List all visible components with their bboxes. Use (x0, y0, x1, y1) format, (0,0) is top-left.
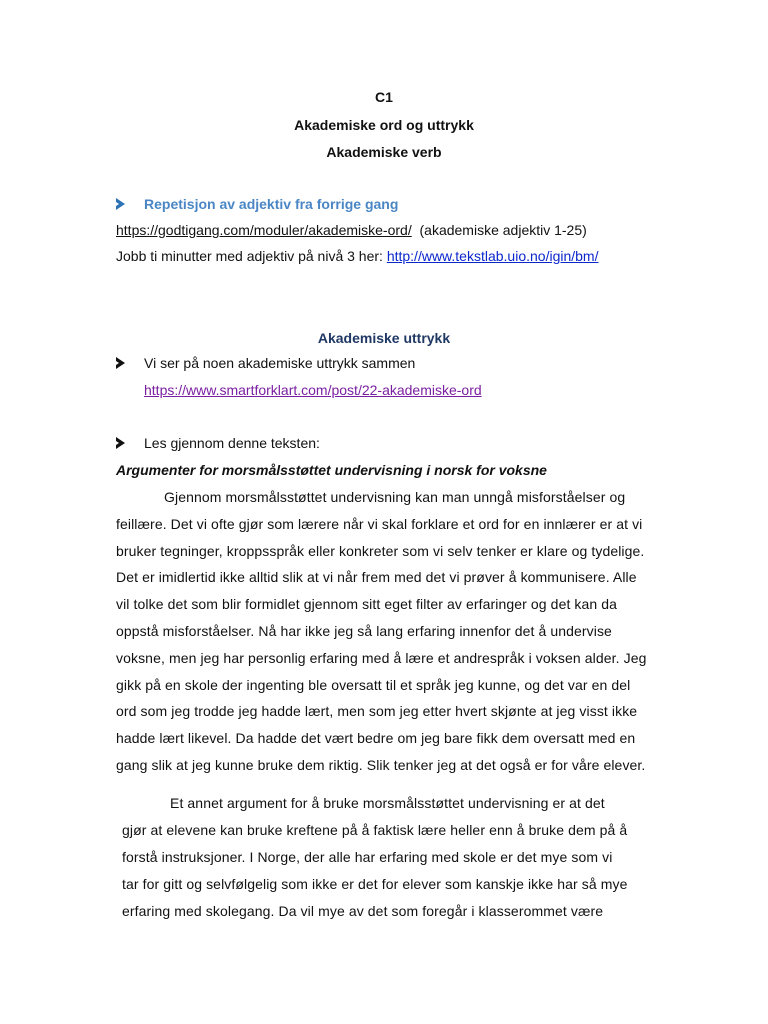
arrowhead-bullet-icon (116, 198, 125, 210)
tekstlab-link[interactable]: http://www.tekstlab.uio.no/igin/bm/ (386, 248, 599, 264)
section-uttrykk-bullet-text: Vi ser på noen akademiske uttrykk sammen (144, 355, 416, 371)
paragraph-line: oppstå misforståelser. Nå har ikke jeg så lang erfaring innenfor det å undervise (116, 623, 612, 639)
paragraph-line: forstå instruksjoner. I Norge, der alle har erfaring med skole er det mye som vi (122, 849, 613, 865)
section-repetisjon-bullet (116, 195, 636, 213)
paragraph-line: Gjennom morsmålsstøttet undervisning kan man unngå misforståelser og (164, 489, 626, 505)
paragraph-line: erfaring med skolegang. Da vil mye av det som foregår i klasserommet være (122, 903, 604, 919)
section-les-bullet-text: Les gjennom denne teksten: (144, 435, 320, 451)
section-repetisjon-heading: Repetisjon av adjektiv fra forrige gang (144, 196, 399, 212)
godtigang-line (116, 221, 587, 239)
paragraph-line: tar for gitt og selvfølgelig som ikke er det for elever som kanskje ikke har så mye (122, 876, 628, 892)
section-les-bullet (116, 434, 636, 452)
smartforklart-line (144, 381, 482, 399)
paragraph-line: voksne, men jeg har personlig erfaring med å lære et andrespråk i voksen alder. Jeg (116, 650, 647, 666)
arrowhead-bullet-icon (116, 437, 125, 449)
paragraph-line: gjør at elevene kan bruke kreftene på å faktisk lære heller enn å bruke dem på å (122, 822, 628, 838)
godtigang-note: (akademiske adjektiv 1-25) (419, 222, 587, 238)
godtigang-link[interactable]: https://godtigang.com/moduler/akademiske-ord/ (116, 222, 412, 238)
section-uttrykk-heading: Akademiske uttrykk (317, 330, 451, 346)
smartforklart-link[interactable]: https://www.smartforklart.com/post/22-akademiske-ord (144, 382, 482, 398)
level-label: C1 (375, 89, 393, 105)
document-subtitle: Akademiske verb (326, 144, 442, 160)
paragraph-line: gang slik at jeg kunne bruke dem riktig. Slik tenker jeg at det også er for våre elever. (116, 757, 646, 773)
paragraph-line: bruker tegninger, kroppsspråk eller konkreter som vi selv tenker er klare og tydelige. (116, 543, 645, 559)
document-title: Akademiske ord og uttrykk (294, 117, 474, 133)
paragraph-line: vil tolke det som blir formidlet gjennom sitt eget filter av erfaringer og det kan da (116, 596, 618, 612)
paragraph-line: gikk på en skole der ingenting ble oversatt til et språk jeg kunne, og det var en del (116, 677, 631, 693)
paragraph-line: ord som jeg trodde jeg hadde lært, men som jeg etter hvert skjønte at jeg visst ikke (116, 703, 638, 719)
arrowhead-bullet-icon (116, 357, 125, 369)
tekstlab-line (116, 247, 598, 265)
paragraph-line: feillære. Det vi ofte gjør som lærere når vi skal forklare et ord for en innlærer er at vi (116, 516, 643, 532)
paragraph-line: Det er imidlertid ikke alltid slik at vi når frem med det vi prøver å kommunisere. Alle (116, 569, 637, 585)
essay-title: Argumenter for morsmålsstøttet undervisning i norsk for voksne (116, 462, 547, 478)
section-uttrykk-bullet (116, 354, 636, 372)
paragraph-line: Et annet argument for å bruke morsmålsstøttet undervisning er at det (170, 795, 605, 811)
paragraph-line: hadde lært likevel. Da hadde det vært bedre om jeg bare fikk dem oversatt med en (116, 730, 636, 746)
tekstlab-instruction: Jobb ti minutter med adjektiv på nivå 3 her: (116, 248, 383, 264)
